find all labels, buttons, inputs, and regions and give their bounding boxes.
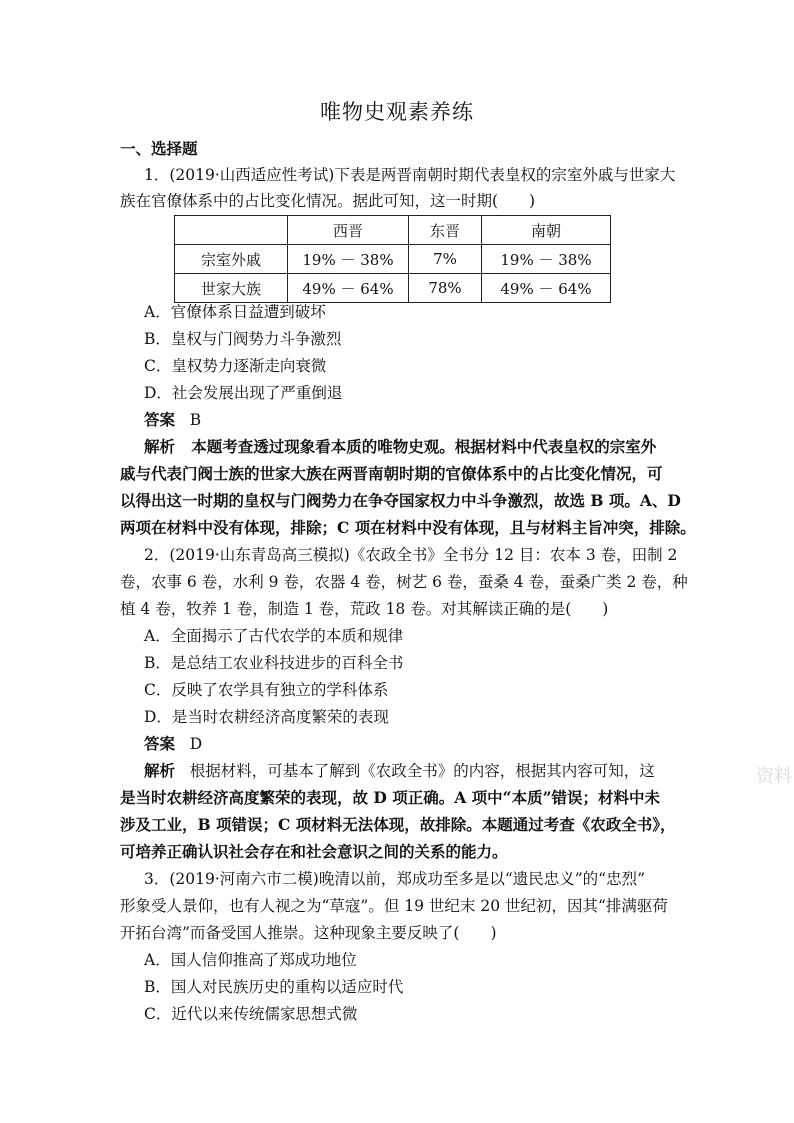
watermark: 资料	[756, 766, 792, 787]
analysis-text: 根据材料，可基本了解到《农政全书》的内容，根据其内容可知，这	[189, 762, 655, 780]
table-row	[175, 245, 611, 274]
q1-option-c: C．皇权势力逐渐走向衰微	[144, 357, 327, 375]
q1-option-b: B．皇权与门阀势力斗争激烈	[144, 330, 342, 348]
table-header-cell: 南朝	[482, 216, 611, 245]
table-cell: 世家大族	[175, 274, 288, 303]
table-header-cell: 西晋	[288, 216, 409, 245]
section-heading: 一、选择题	[120, 139, 198, 158]
q1-analysis-line3: 以得出这一时期的皇权与门阀势力在争夺国家权力中斗争激烈，故选 B 项。A、D	[120, 491, 681, 510]
table-cell: 78%	[409, 274, 482, 303]
answer-value: D	[189, 735, 203, 753]
page-title: 唯物史观素养练	[320, 100, 474, 124]
q2-stem-line3: 植 4 卷，牧养 1 卷，制造 1 卷，荒政 18 卷。对其解读正确的是( )	[120, 600, 609, 618]
q1-analysis-line4: 两项在材料中没有体现，排除；C 项在材料中没有体现，且与材料主旨冲突，排除。	[120, 518, 696, 537]
answer-value: B	[189, 411, 202, 429]
table-header-cell	[175, 216, 288, 245]
q2-option-d: D．是当时农耕经济高度繁荣的表现	[144, 708, 389, 726]
table-header-row	[175, 216, 611, 245]
q1-option-d: D．社会发展出现了严重倒退	[144, 384, 343, 402]
q2-option-a: A．全面揭示了古代农学的本质和规律	[144, 627, 404, 645]
q2-option-c: C．反映了农学具有独立的学科体系	[144, 681, 389, 699]
q1-option-a: A．官僚体系日益遭到破坏	[144, 303, 326, 321]
q2-option-b: B．是总结工农业科技进步的百科全书	[144, 654, 404, 672]
analysis-text: 本题考查透过现象看本质的唯物史观。根据材料中代表皇权的宗室外	[191, 437, 657, 456]
table-cell: 49% － 64%	[482, 274, 611, 303]
q3-option-c: C．近代以来传统儒家思想式微	[144, 1005, 358, 1023]
q3-option-a: A．国人信仰推高了郑成功地位	[144, 951, 357, 969]
q1-analysis-line1	[144, 434, 680, 460]
q2-analysis-line4: 可培养正确认识社会存在和社会意识之间的关系的能力。	[120, 842, 508, 861]
q1-analysis-line2: 戚与代表门阀士族的世家大族在两晋南朝时期的官僚体系中的占比变化情况，可	[120, 464, 663, 483]
q2-analysis-line2: 是当时农耕经济高度繁荣的表现，故 D 项正确。A 项中“本质”错误；材料中未	[120, 788, 660, 807]
answer-label: 答案	[144, 410, 176, 429]
q1-answer	[144, 407, 704, 433]
q2-analysis-line3: 涉及工业，B 项错误；C 项材料无法体现，故排除。本题通过考查《农政全书》，	[120, 815, 676, 834]
q2-analysis-line1	[144, 758, 680, 784]
q3-stem-line3: 开拓台湾”而备受国人推崇。这种现象主要反映了( )	[120, 924, 497, 942]
table-cell: 宗室外戚	[175, 245, 288, 274]
q2-stem-line1: 2．(2019·山东青岛高三模拟)《农政全书》全书分 12 目：农本 3 卷，田制 2	[144, 546, 678, 564]
table-cell: 49% － 64%	[288, 274, 409, 303]
analysis-label: 解析	[144, 761, 176, 780]
q3-stem-line1: 3．(2019·河南六市二模)晚清以前，郑成功至多是以“遗民忠义”的“忠烈”	[144, 870, 646, 888]
table-cell: 7%	[409, 245, 482, 274]
table-cell: 19% － 38%	[288, 245, 409, 274]
q2-stem-line2: 卷，农事 6 卷，水利 9 卷，农器 4 卷，树艺 6 卷，蚕桑 4 卷，蚕桑广类 2 卷，种	[120, 573, 688, 591]
q3-stem-line2: 形象受人景仰，也有人视之为“草寇”。但 19 世纪末 20 世纪初，因其“排满驱荷	[120, 897, 668, 915]
q1-stem-line2: 族在官僚体系中的占比变化情况。据此可知，这一时期( )	[120, 192, 536, 210]
table-header-cell: 东晋	[409, 216, 482, 245]
q3-option-b: B．国人对民族历史的重构以适应时代	[144, 978, 404, 996]
q1-table	[174, 215, 611, 303]
q1-stem-line1: 1．(2019·山西适应性考试)下表是两晋南朝时期代表皇权的宗室外戚与世家大	[144, 166, 676, 184]
table-cell: 19% － 38%	[482, 245, 611, 274]
q2-answer	[144, 731, 704, 757]
analysis-label: 解析	[144, 437, 176, 456]
answer-label: 答案	[144, 734, 176, 753]
